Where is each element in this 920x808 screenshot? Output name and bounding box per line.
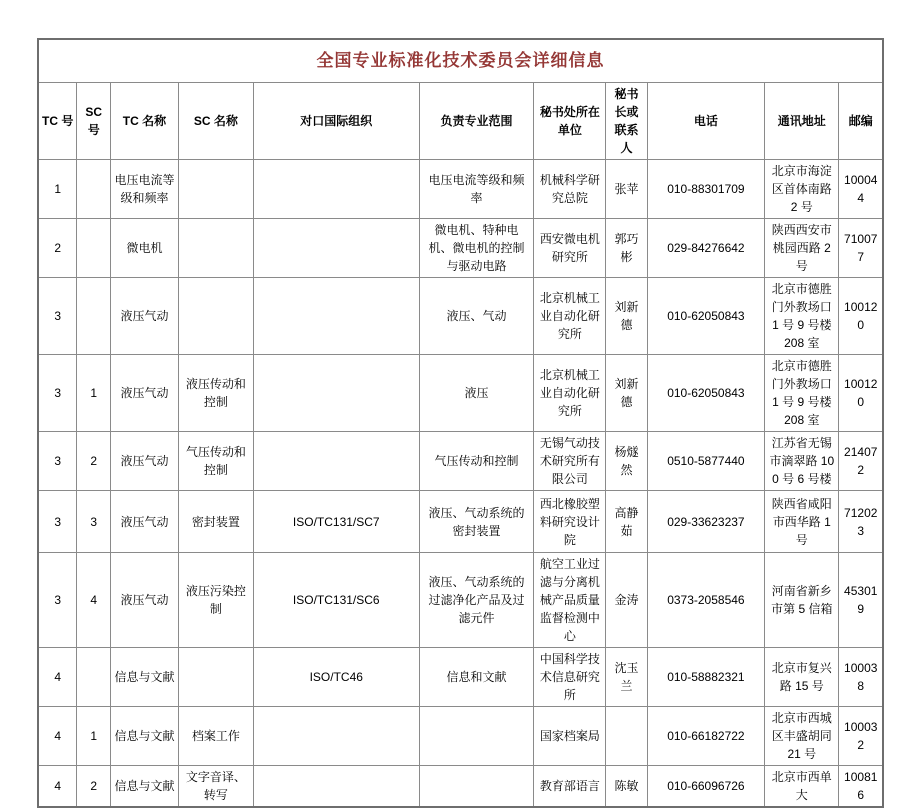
cell-zip: 214072 <box>839 432 883 491</box>
cell-tc-name: 液压气动 <box>111 278 179 355</box>
cell-phone: 010-88301709 <box>647 160 764 219</box>
cell-tc-name: 液压气动 <box>111 355 179 432</box>
cell-intl-org <box>253 766 419 808</box>
cell-sc-no <box>77 278 111 355</box>
cell-address: 河南省新乡市第 5 信箱 <box>765 553 839 648</box>
cell-address: 北京市海淀区首体南路 2 号 <box>765 160 839 219</box>
cell-phone: 010-62050843 <box>647 355 764 432</box>
cell-contact: 杨燧然 <box>606 432 647 491</box>
cell-sc-name: 液压污染控制 <box>178 553 253 648</box>
cell-tc-name: 信息与文献 <box>111 648 179 707</box>
cell-sc-no: 3 <box>77 491 111 553</box>
cell-phone: 0373-2058546 <box>647 553 764 648</box>
cell-secretariat: 北京机械工业自动化研究所 <box>534 355 606 432</box>
cell-address: 陕西省咸阳市西华路 1 号 <box>765 491 839 553</box>
table-body <box>38 160 883 808</box>
cell-sc-no: 1 <box>77 707 111 766</box>
cell-tc-name: 电压电流等级和频率 <box>111 160 179 219</box>
cell-address: 北京市复兴路 15 号 <box>765 648 839 707</box>
column-header-scope: 负责专业范围 <box>419 83 534 160</box>
cell-tc-no: 3 <box>38 553 77 648</box>
cell-zip: 100120 <box>839 278 883 355</box>
table-row <box>38 219 883 278</box>
cell-secretariat: 中国科学技术信息研究所 <box>534 648 606 707</box>
table-row <box>38 355 883 432</box>
cell-sc-name: 密封装置 <box>178 491 253 553</box>
cell-intl-org: ISO/TC131/SC6 <box>253 553 419 648</box>
cell-secretariat: 航空工业过滤与分离机械产品质量监督检测中心 <box>534 553 606 648</box>
cell-address: 北京市西单大 <box>765 766 839 808</box>
cell-tc-name: 液压气动 <box>111 553 179 648</box>
cell-zip: 100044 <box>839 160 883 219</box>
cell-scope: 信息和文献 <box>419 648 534 707</box>
cell-contact: 郭巧彬 <box>606 219 647 278</box>
cell-sc-no: 2 <box>77 432 111 491</box>
cell-contact <box>606 707 647 766</box>
table-row <box>38 648 883 707</box>
header-row <box>38 83 883 160</box>
table-row <box>38 278 883 355</box>
cell-zip: 712023 <box>839 491 883 553</box>
cell-tc-name: 微电机 <box>111 219 179 278</box>
cell-phone: 029-84276642 <box>647 219 764 278</box>
cell-address: 陕西西安市桃园西路 2 号 <box>765 219 839 278</box>
cell-sc-no <box>77 219 111 278</box>
cell-tc-name: 信息与文献 <box>111 766 179 808</box>
cell-sc-name <box>178 278 253 355</box>
cell-sc-name: 液压传动和控制 <box>178 355 253 432</box>
cell-sc-name: 气压传动和控制 <box>178 432 253 491</box>
column-header-phone: 电话 <box>647 83 764 160</box>
cell-address: 北京市西城区丰盛胡同 21 号 <box>765 707 839 766</box>
cell-intl-org <box>253 707 419 766</box>
page-title: 全国专业标准化技术委员会详细信息 <box>38 39 883 83</box>
cell-scope: 气压传动和控制 <box>419 432 534 491</box>
cell-contact: 陈敏 <box>606 766 647 808</box>
table-row <box>38 766 883 808</box>
cell-tc-no: 3 <box>38 278 77 355</box>
cell-zip: 453019 <box>839 553 883 648</box>
column-header-zip: 邮编 <box>839 83 883 160</box>
cell-tc-no: 3 <box>38 491 77 553</box>
cell-tc-name: 液压气动 <box>111 491 179 553</box>
cell-address: 北京市德胜门外教场口 1 号 9 号楼 208 室 <box>765 355 839 432</box>
cell-secretariat: 机械科学研究总院 <box>534 160 606 219</box>
cell-intl-org: ISO/TC131/SC7 <box>253 491 419 553</box>
column-header-sc-no: SC 号 <box>77 83 111 160</box>
cell-tc-name: 信息与文献 <box>111 707 179 766</box>
cell-address: 江苏省无锡市滴翠路 100 号 6 号楼 <box>765 432 839 491</box>
cell-scope: 液压、气动系统的过滤净化产品及过滤元件 <box>419 553 534 648</box>
column-header-tc-no: TC 号 <box>38 83 77 160</box>
column-header-tc-name: TC 名称 <box>111 83 179 160</box>
cell-sc-no: 4 <box>77 553 111 648</box>
title-row <box>38 39 883 83</box>
cell-tc-name: 液压气动 <box>111 432 179 491</box>
cell-sc-name <box>178 219 253 278</box>
cell-secretariat: 西安微电机研究所 <box>534 219 606 278</box>
table-row <box>38 553 883 648</box>
cell-scope <box>419 707 534 766</box>
cell-intl-org <box>253 278 419 355</box>
table-row <box>38 432 883 491</box>
column-header-address: 通讯地址 <box>765 83 839 160</box>
cell-contact: 张苹 <box>606 160 647 219</box>
table-row <box>38 491 883 553</box>
cell-tc-no: 4 <box>38 707 77 766</box>
cell-zip: 100032 <box>839 707 883 766</box>
cell-contact: 高静茹 <box>606 491 647 553</box>
column-header-contact: 秘书长或联系人 <box>606 83 647 160</box>
cell-phone: 010-66182722 <box>647 707 764 766</box>
table-row <box>38 160 883 219</box>
column-header-secretariat: 秘书处所在单位 <box>534 83 606 160</box>
cell-tc-no: 4 <box>38 766 77 808</box>
cell-tc-no: 4 <box>38 648 77 707</box>
cell-zip: 710077 <box>839 219 883 278</box>
cell-sc-no <box>77 648 111 707</box>
cell-intl-org: ISO/TC46 <box>253 648 419 707</box>
cell-contact: 沈玉兰 <box>606 648 647 707</box>
committee-table <box>37 38 884 808</box>
cell-intl-org <box>253 355 419 432</box>
cell-phone: 010-62050843 <box>647 278 764 355</box>
cell-tc-no: 1 <box>38 160 77 219</box>
cell-phone: 010-66096726 <box>647 766 764 808</box>
cell-intl-org <box>253 160 419 219</box>
table-row <box>38 707 883 766</box>
cell-secretariat: 国家档案局 <box>534 707 606 766</box>
cell-phone: 010-58882321 <box>647 648 764 707</box>
cell-intl-org <box>253 432 419 491</box>
cell-tc-no: 3 <box>38 432 77 491</box>
cell-tc-no: 2 <box>38 219 77 278</box>
cell-sc-no <box>77 160 111 219</box>
cell-tc-no: 3 <box>38 355 77 432</box>
cell-scope: 液压 <box>419 355 534 432</box>
cell-sc-name: 档案工作 <box>178 707 253 766</box>
cell-zip: 100816 <box>839 766 883 808</box>
cell-secretariat: 无锡气动技术研究所有限公司 <box>534 432 606 491</box>
cell-contact: 刘新德 <box>606 278 647 355</box>
cell-address: 北京市德胜门外教场口 1 号 9 号楼 208 室 <box>765 278 839 355</box>
cell-phone: 029-33623237 <box>647 491 764 553</box>
cell-secretariat: 教育部语言 <box>534 766 606 808</box>
cell-scope: 液压、气动系统的密封装置 <box>419 491 534 553</box>
cell-contact: 金涛 <box>606 553 647 648</box>
cell-contact: 刘新德 <box>606 355 647 432</box>
cell-sc-name <box>178 160 253 219</box>
cell-phone: 0510-5877440 <box>647 432 764 491</box>
cell-zip: 100120 <box>839 355 883 432</box>
column-header-sc-name: SC 名称 <box>178 83 253 160</box>
cell-scope: 液压、气动 <box>419 278 534 355</box>
cell-scope: 电压电流等级和频率 <box>419 160 534 219</box>
cell-secretariat: 西北橡胶塑料研究设计院 <box>534 491 606 553</box>
column-header-intl-org: 对口国际组织 <box>253 83 419 160</box>
cell-sc-name: 文字音译、转写 <box>178 766 253 808</box>
cell-intl-org <box>253 219 419 278</box>
cell-secretariat: 北京机械工业自动化研究所 <box>534 278 606 355</box>
cell-sc-name <box>178 648 253 707</box>
cell-sc-no: 2 <box>77 766 111 808</box>
cell-scope: 微电机、特种电机、微电机的控制与驱动电路 <box>419 219 534 278</box>
cell-sc-no: 1 <box>77 355 111 432</box>
cell-scope <box>419 766 534 808</box>
cell-zip: 100038 <box>839 648 883 707</box>
